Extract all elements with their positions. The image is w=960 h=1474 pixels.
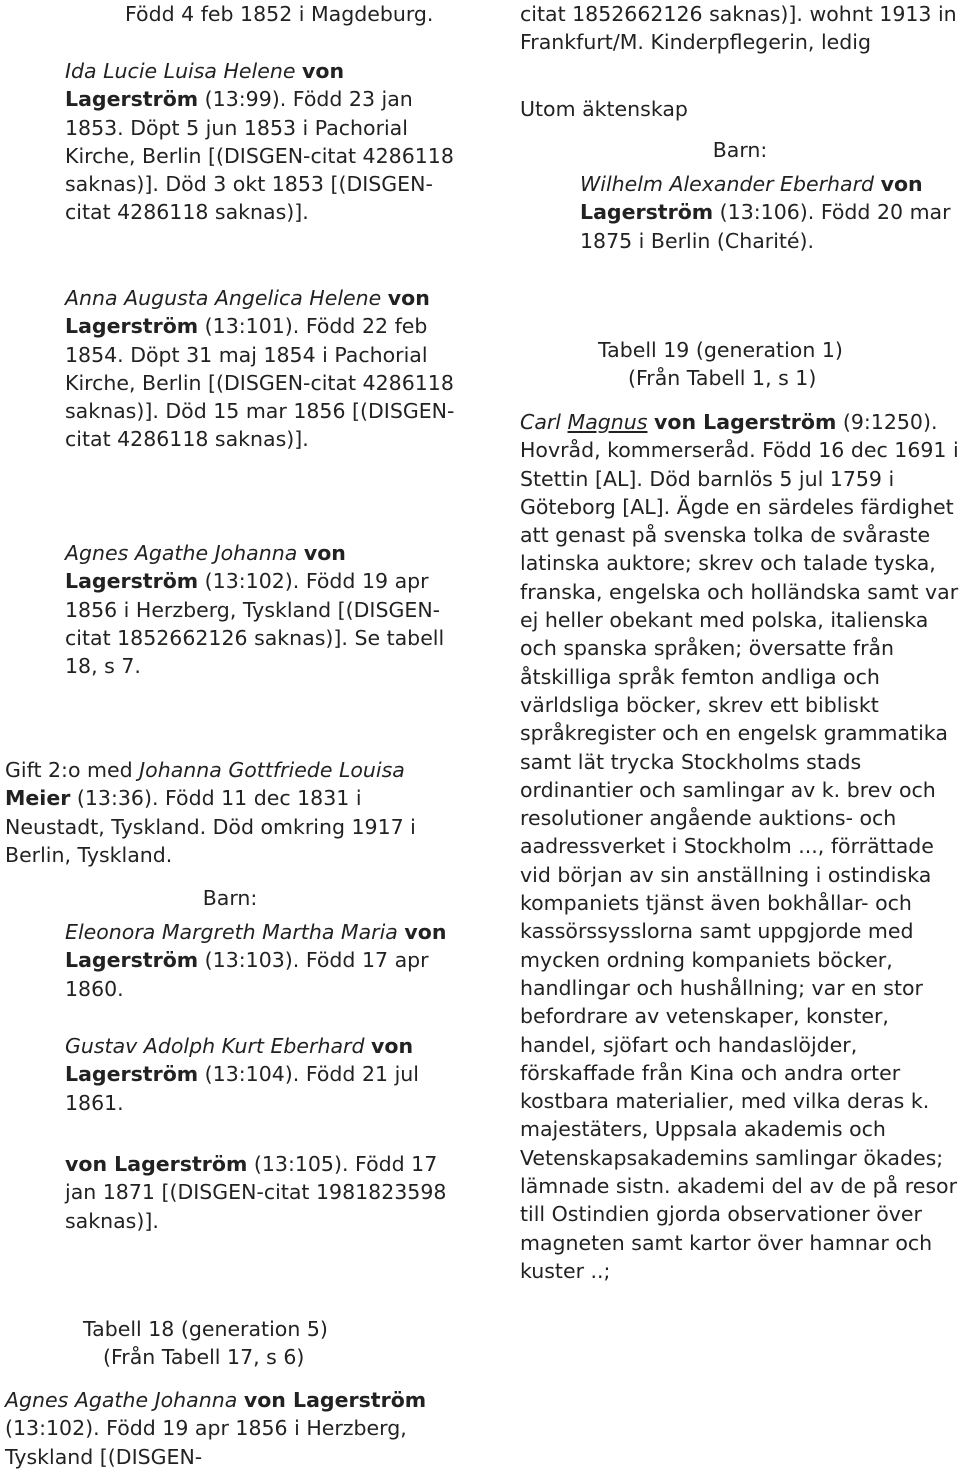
child-entry bbox=[5, 284, 455, 454]
entry-text: Född 4 feb 1852 i Magdeburg. bbox=[125, 2, 434, 26]
given-name: Agnes Agathe Johanna bbox=[65, 541, 298, 565]
entry-text: (13:103). Född 17 apr 1860. bbox=[65, 948, 429, 1001]
table-from: (Från Tabell 1, s 1) bbox=[628, 366, 817, 390]
entry-text: citat 1852662126 saknas)]. wohnt 1913 in Frankfurt/M. Kinderpflegerin, ledig bbox=[520, 2, 957, 55]
entry-text: (13:99). Född 23 jan 1853. Döpt 5 jun 1853 i Pachorial Kirche, Berlin [(DISGEN-citat 4286118 saknas)]. Död 3 okt 1853 [(DISGEN-citat 4286118 saknas)]. bbox=[65, 87, 454, 225]
children-heading-text: Barn: bbox=[712, 138, 768, 162]
marriage-entry bbox=[5, 756, 455, 869]
spouse-surname: Meier bbox=[5, 786, 71, 811]
given-name-called: Magnus bbox=[567, 410, 648, 434]
table-from: (Från Tabell 17, s 6) bbox=[103, 1345, 305, 1369]
table-source bbox=[103, 1343, 403, 1371]
given-name: Ida Lucie Luisa Helene bbox=[65, 59, 296, 83]
entry-text: (13:36). Född 11 dec 1831 i Neustadt, Tyskland. Död omkring 1917 i Berlin, Tyskland. bbox=[5, 786, 416, 867]
surname: von Lagerström bbox=[65, 920, 447, 973]
entry-text: (13:105). Född 17 jan 1871 [(DISGEN-citat 1981823598 saknas)]. bbox=[65, 1152, 447, 1233]
given-name: Agnes Agathe Johanna bbox=[5, 1388, 238, 1412]
surname: von Lagerström bbox=[65, 59, 345, 112]
surname: von Lagerström bbox=[65, 1152, 248, 1176]
child-entry bbox=[5, 539, 455, 680]
children-heading-text: Barn: bbox=[202, 886, 258, 910]
entry-text: (13:106). Född 20 mar 1875 i Berlin (Charité). bbox=[580, 200, 951, 253]
surname: von Lagerström bbox=[65, 286, 430, 339]
given-name: Eleonora Margreth Martha Maria bbox=[65, 920, 398, 944]
surname: von Lagerström bbox=[580, 172, 923, 225]
table-heading bbox=[83, 1315, 383, 1343]
main-person-entry bbox=[520, 408, 960, 1285]
given-name: Wilhelm Alexander Eberhard bbox=[580, 172, 875, 196]
surname: von Lagerström bbox=[65, 1034, 414, 1087]
given-name: Carl bbox=[520, 410, 561, 434]
entry-text: (13:101). Född 22 feb 1854. Döpt 31 maj 1854 i Pachorial Kirche, Berlin [(DISGEN-citat 4286118 saknas)]. Död 15 mar 1856 [(DISGEN-citat 4286118 saknas)]. bbox=[65, 314, 455, 452]
child-entry bbox=[5, 1150, 455, 1235]
entry-text: (9:1250). Hovråd, kommerseråd. Född 16 dec 1691 i Stettin [AL]. Död barnlös 5 jul 1759 i Göteborg [AL]. Ägde en särdeles färdighet att genast på svenska tolka de svåraste latinska auktore; skrev och talade tyska, franska, engelska och holländska samt var ej heller obekant med polska, italienska och spanska språken; översatte från åtskilliga språk femton andliga och världsliga böcker, skrev ett bibliskt språkregister och en engelsk grammatika samt lät trycka Stockholms stads ordinantier och samlingar av k. brev och resolutioner angående auktions- och aadressverket i Stockholm ..., förrättade vid början av sin anställning i ostindiska kompaniets tjänst även bokhållar- och kassörssysslorna samt uppgjorde med mycken ordning kompaniets böcker, handlingar och hushållning; var en stor befordrare av vetenskaper, konster, handel, sjöfart och handaslöjder, förskaffade från Kina och andra orter kostbara materialier, med vilka deras k. majestäters, Uppsala akademis och Vetenskapsakademins samlingar ökades; lämnade sistn. akademi del av de på resor till Ostindien gjorda observationer över magneten samt kartor över hamnar och kuster ..; bbox=[520, 410, 959, 1283]
table-title: Tabell 19 (generation 1) bbox=[598, 338, 843, 362]
child-entry bbox=[5, 57, 455, 227]
child-entry bbox=[520, 170, 960, 255]
marriage-prefix: Gift 2:o med bbox=[5, 758, 133, 782]
child-entry bbox=[5, 1032, 455, 1117]
given-name: Gustav Adolph Kurt Eberhard bbox=[65, 1034, 365, 1058]
out-of-wedlock-text: Utom äktenskap bbox=[520, 97, 688, 121]
continued-entry bbox=[520, 0, 960, 57]
person-entry bbox=[5, 0, 455, 28]
spouse-given-name: Johanna Gottfriede Louisa bbox=[139, 758, 405, 782]
table-source bbox=[628, 364, 958, 392]
entry-text: (13:102). Född 19 apr 1856 i Herzberg, Tyskland [(DISGEN- bbox=[5, 1416, 407, 1469]
surname: von Lagerström bbox=[243, 1388, 427, 1412]
out-of-wedlock-heading bbox=[520, 95, 960, 123]
children-heading bbox=[520, 136, 960, 164]
main-person-entry bbox=[5, 1386, 455, 1471]
children-heading bbox=[5, 884, 455, 912]
given-name: Anna Augusta Angelica Helene bbox=[65, 286, 382, 310]
table-heading bbox=[598, 336, 958, 364]
surname: von Lagerström bbox=[654, 410, 837, 434]
child-entry bbox=[5, 918, 455, 1003]
entry-text: (13:102). Född 19 apr 1856 i Herzberg, Tyskland [(DISGEN-citat 1852662126 saknas)]. Se tabell 18, s 7. bbox=[65, 569, 445, 679]
table-title: Tabell 18 (generation 5) bbox=[83, 1317, 328, 1341]
surname: von Lagerström bbox=[65, 541, 346, 594]
entry-text: (13:104). Född 21 jul 1861. bbox=[65, 1062, 419, 1115]
